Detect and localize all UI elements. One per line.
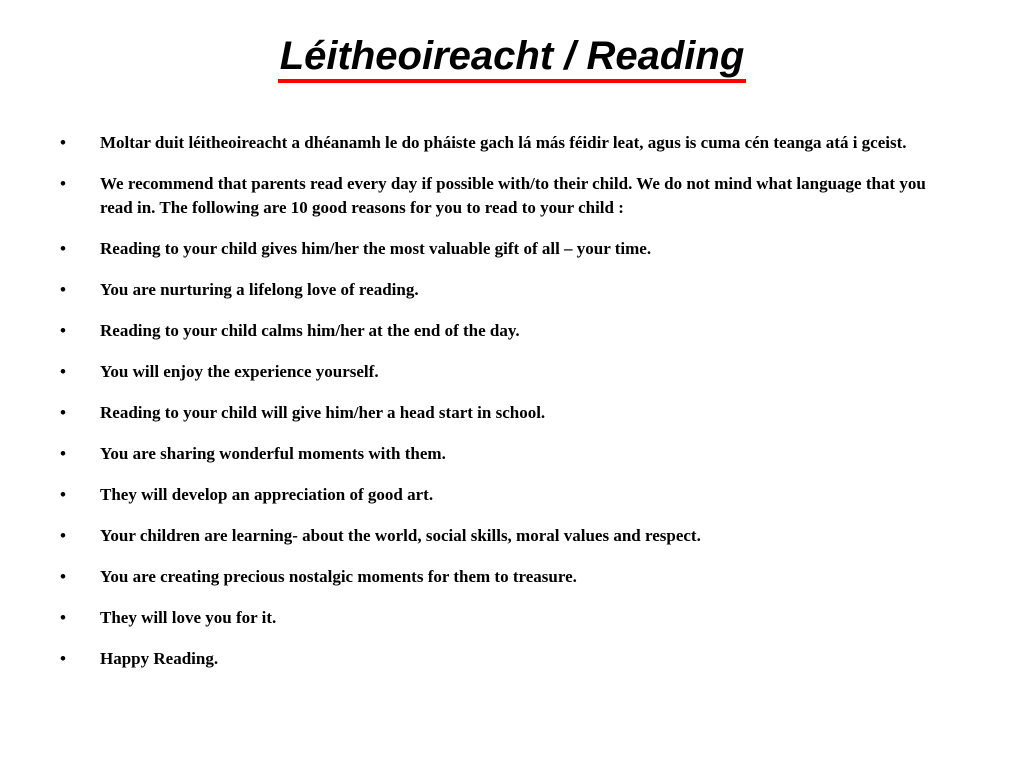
bullet-text: You are sharing wonderful moments with them. xyxy=(100,444,446,463)
bullet-icon: • xyxy=(60,403,66,422)
list-item xyxy=(0,319,1024,343)
page-title-text: Léitheoireacht / Reading xyxy=(279,34,745,78)
list-item xyxy=(0,237,1024,261)
list-item xyxy=(0,606,1024,630)
bullet-text: Reading to your child gives him/her the most valuable gift of all – your time. xyxy=(100,239,652,258)
bullet-icon: • xyxy=(60,174,66,193)
bullet-text: They will love you for it. xyxy=(100,608,277,627)
list-item xyxy=(0,278,1024,302)
bullet-text: Reading to your child will give him/her a head start in school. xyxy=(100,403,546,422)
list-item xyxy=(0,442,1024,466)
bullet-text: We recommend that parents read every day if possible with/to their child. We do not mind what language that you read in. The following are 10 good reasons for you to read to your child : xyxy=(100,174,926,217)
list-item xyxy=(0,401,1024,425)
bullet-icon: • xyxy=(60,321,66,340)
bullet-text: You will enjoy the experience yourself. xyxy=(100,362,379,381)
bullet-icon: • xyxy=(60,444,66,463)
bullet-icon: • xyxy=(60,567,66,586)
list-item xyxy=(0,172,1024,220)
bullet-text: You are creating precious nostalgic moments for them to treasure. xyxy=(100,567,577,586)
title-underline xyxy=(278,79,747,83)
bullet-list xyxy=(0,131,1024,688)
list-item xyxy=(0,524,1024,548)
bullet-text: Moltar duit léitheoireacht a dhéanamh le do pháiste gach lá más féidir leat, agus is cuma cén teanga atá i gceist. xyxy=(100,133,907,152)
bullet-text: They will develop an appreciation of good art. xyxy=(100,485,434,504)
list-item xyxy=(0,483,1024,507)
bullet-icon: • xyxy=(60,608,66,627)
bullet-text: Reading to your child calms him/her at the end of the day. xyxy=(100,321,520,340)
list-item xyxy=(0,647,1024,671)
title-container xyxy=(0,30,1024,82)
bullet-icon: • xyxy=(60,485,66,504)
list-item xyxy=(0,565,1024,589)
bullet-icon: • xyxy=(60,239,66,258)
list-item xyxy=(0,360,1024,384)
list-item xyxy=(0,131,1024,155)
bullet-icon: • xyxy=(60,280,66,299)
bullet-icon: • xyxy=(60,526,66,545)
bullet-icon: • xyxy=(60,649,66,668)
bullet-icon: • xyxy=(60,362,66,381)
page-title xyxy=(278,30,747,82)
bullet-text: Happy Reading. xyxy=(100,649,219,668)
bullet-text: Your children are learning- about the world, social skills, moral values and respect. xyxy=(100,526,701,545)
bullet-icon: • xyxy=(60,133,66,152)
bullet-text: You are nurturing a lifelong love of reading. xyxy=(100,280,419,299)
